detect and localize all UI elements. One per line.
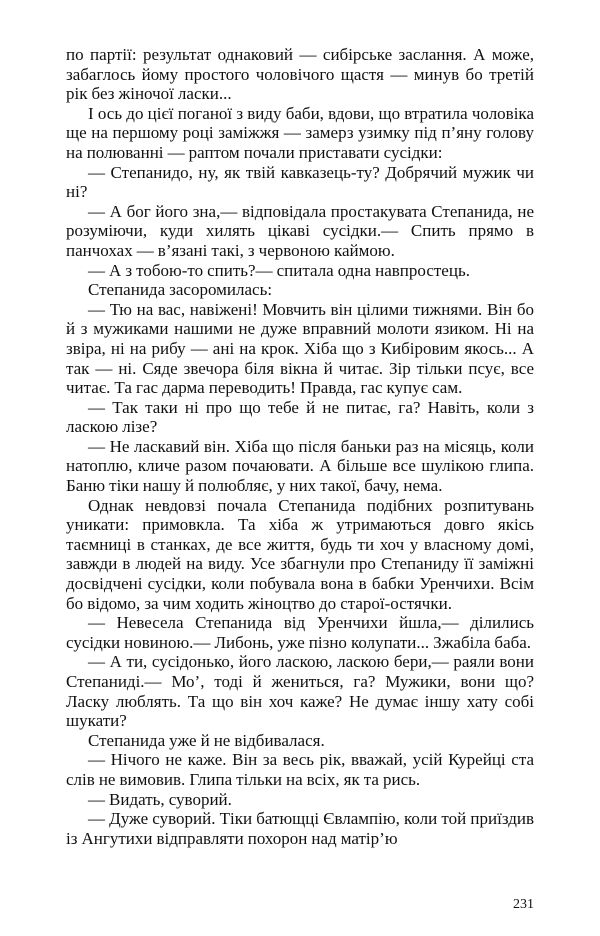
paragraph: Степанида уже й не відбивалася. xyxy=(88,730,325,750)
paragraph: — Нічого не каже. Він за весь рік, вважай, усій Курейці ста слів не вимовив. Глипа тільки на всіх, як та рись. xyxy=(66,750,534,789)
paragraph: — Так таки ні про що тебе й не питає, га? Навіть, коли з ласкою лізе? xyxy=(66,397,534,437)
paragraph: — А бог його зна,— відповідала простакувата Степанида, не розуміючи, куди хилять цікаві сусідки.— Спить прямо в панчохах — в’язані такі, з червоною каймою. xyxy=(66,201,534,260)
paragraph: — Не ласкавий він. Хіба що після баньки раз на місяць, коли натоплю, кличе разом почаювати. А більше все шулікою глипа. Баню тіки нашу й полюбляє, у них такої, бачу, нема. xyxy=(66,436,534,496)
paragraph: — А ти, сусідонько, його ласкою, ласкою бери,— раяли вони Степаниді.— Мо’, тоді й жениться, га? Мужики, вони що? Ласку люблять. Та що він хоч каже? Не думає іншу хату собі шукати? xyxy=(66,652,534,731)
paragraph: Степанида засоромилась: xyxy=(88,280,273,300)
paragraph: Однак невдовзі почала Степанида подібних розпитувань уникати: примовкла. Та хіба ж утримаються довго якісь таємниці в станках, де все життя, будь ти хоч у власному домі, завжди в людей на виду. Усе збагнули про Степаниду її заміжні досвідчені сусідки, коли побувала вона в бабки Уренчихи. Всім бо відомо, за чим ходить жіноцтво до старої-остячки. xyxy=(66,495,534,613)
paragraph: — Степанидо, ну, як твій кавказець-ту? Добрячий мужик чи ні? xyxy=(66,162,534,202)
paragraph: — Дуже суворий. Тіки батющці Євлампію, коли той приїздив із Ангутихи відправляти похорон над матір’ю xyxy=(66,809,534,848)
page-body xyxy=(66,45,534,925)
paragraph: І ось до цієї поганої з виду баби, вдови, що втратила чоловіка ще на першому році заміжжя — замерз узимку під п’яну голову на полюванні — раптом почали приставати сусідки: xyxy=(66,103,534,162)
page-number: 231 xyxy=(513,897,534,912)
paragraph: — Невесела Степанида від Уренчихи йшла,— ділились сусідки новиною.— Либонь, уже пізно колупати... Зжабіла баба. xyxy=(66,613,534,652)
paragraph: — А з тобою-то спить?— спитала одна навпростець. xyxy=(88,260,470,280)
paragraph: — Тю на вас, навіжені! Мовчить він цілими тижнями. Він бо й з мужиками нашими не дуже вправний молоти язиком. Ні на звіра, ні на рибу — ані на крок. Хіба що з Кибіровим якось... А так — ні. Сяде звечора біля вікна й читає. Зір тільки псує, все читає. Та гас дарма переводить! Правда, гас купує сам. xyxy=(66,299,534,398)
paragraph: по партії: результат однаковий — сибірське заслання. А може, забаглось йому простого чоловічого щастя — минув бо третій рік без жіночої ласки... xyxy=(66,45,534,104)
paragraph: — Видать, суворий. xyxy=(88,789,232,809)
